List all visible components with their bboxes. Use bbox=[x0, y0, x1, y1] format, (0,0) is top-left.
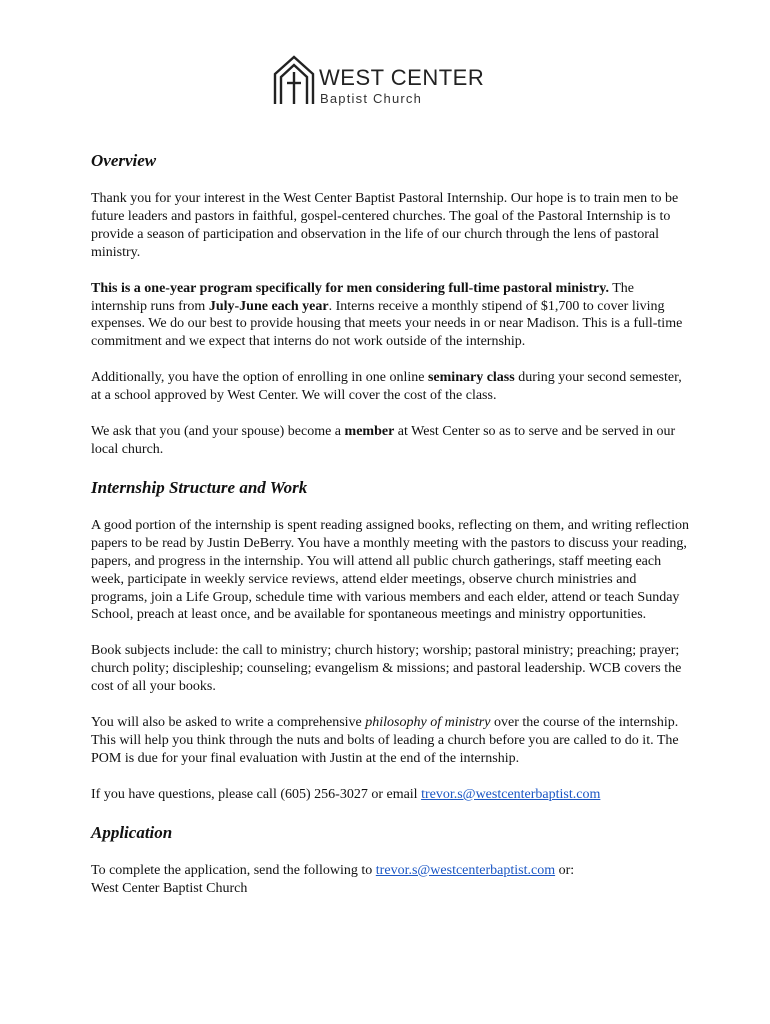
overview-paragraph-3: Additionally, you have the option of enrolling in one online seminary class during your second semester, at a school approved by West Center. We will cover the cost of the class. bbox=[91, 370, 682, 404]
logo-name: WEST CENTER bbox=[319, 65, 485, 90]
church-cross-icon bbox=[272, 54, 316, 106]
application-heading: Application bbox=[91, 822, 173, 842]
contact-email-link[interactable]: trevor.s@westcenterbaptist.com bbox=[421, 786, 601, 802]
structure-paragraph-4: If you have questions, please call (605) 256-3027 or email trevor.s@westcenterbaptist.com bbox=[91, 786, 601, 802]
overview-paragraph-2: This is a one-year program specifically for men considering full-time pastoral ministry. The internship runs from July-June each year. Interns receive a monthly stipend of $1,700 to cover living expenses. We do our best to provide housing that meets your needs in or near Madison. This is a full-time commitment and we expect that interns do not work outside of the internship. bbox=[91, 280, 683, 350]
church-address-line: West Center Baptist Church bbox=[91, 880, 248, 896]
overview-heading: Overview bbox=[91, 151, 157, 170]
program-dates: July-June each year bbox=[208, 298, 329, 314]
church-logo bbox=[272, 54, 502, 110]
application-paragraph: To complete the application, send the following to trevor.s@westcenterbaptist.com or: West Center Baptist Church bbox=[91, 862, 575, 896]
document-body bbox=[91, 150, 691, 915]
logo-subtitle: Baptist Church bbox=[320, 91, 423, 106]
structure-paragraph-2: Book subjects include: the call to ministry; church history; worship; pastoral ministry; preaching; prayer; church polity; discipleship; counseling; evangelism & missions; and pastoral leadership. WCB covers the cost of all your books. bbox=[91, 643, 682, 695]
structure-paragraph-1: A good portion of the internship is spent reading assigned books, reflecting on them, and writing reflection papers to be read by Justin DeBerry. You have a monthly meeting with the pastors to discuss your reading, papers, and progress in the internship. You will attend all public church gatherings, staff meeting each week, participate in weekly service reviews, attend elder meetings, observe church ministries and programs, join a Life Group, schedule time with various members and each elder, attend or teach Sunday School, preach at least once, and be available for spontaneous meetings and ministry opportunities. bbox=[91, 517, 689, 623]
structure-heading: Internship Structure and Work bbox=[91, 477, 308, 497]
structure-paragraph-3: You will also be asked to write a comprehensive philosophy of ministry over the course of the internship. This will help you think through the nuts and bolts of leading a church before you are called to do it. The POM is due for your final evaluation with Justin at the end of the internship. bbox=[91, 715, 679, 766]
program-statement: This is a one-year program specifically for men considering full-time pastoral ministry. bbox=[91, 280, 609, 296]
application-email-link[interactable]: trevor.s@westcenterbaptist.com bbox=[375, 862, 556, 878]
overview-paragraph-1: Thank you for your interest in the West Center Baptist Pastoral Internship. Our hope is to train men to be future leaders and pastors in faithful, gospel-centered churches. The goal of the Pastoral Internship is to provide a season of participation and observation in the life of our church through the lens of pastoral ministry. bbox=[91, 191, 679, 260]
overview-paragraph-4: We ask that you (and your spouse) become a member at West Center so as to serve and be served in our local church. bbox=[91, 424, 676, 457]
